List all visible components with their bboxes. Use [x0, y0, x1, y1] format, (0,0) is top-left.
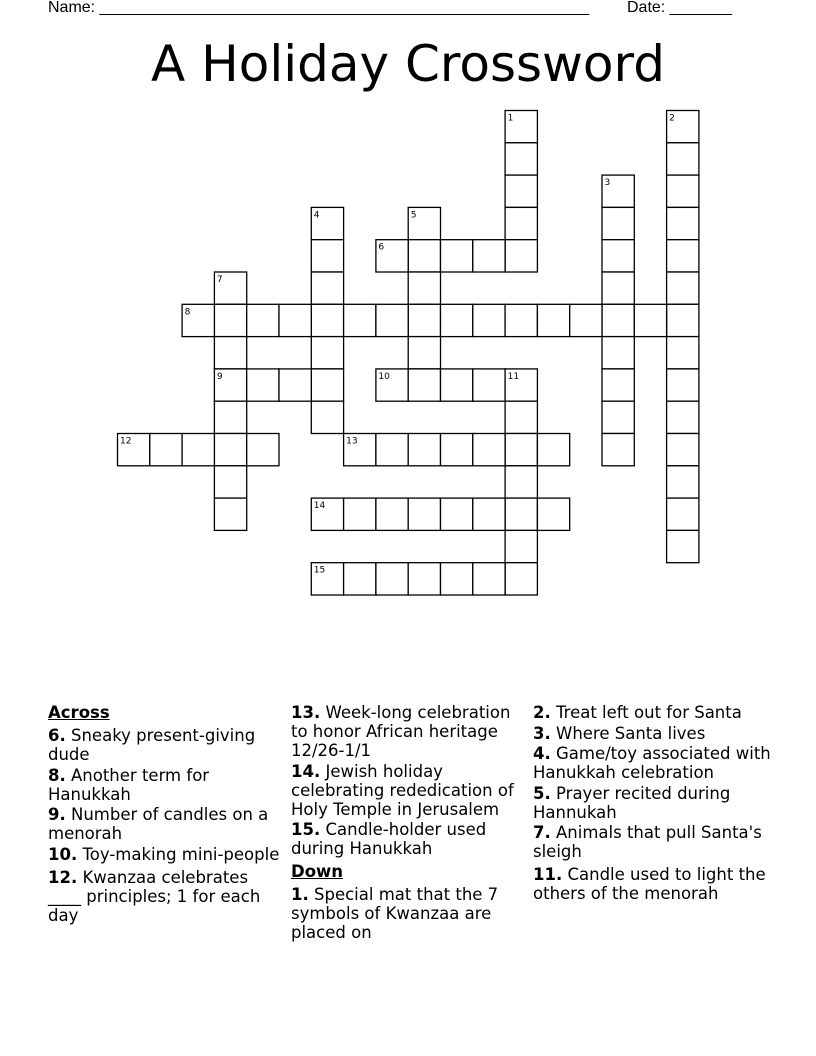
cell-number: 11	[507, 371, 520, 382]
crossword-cell[interactable]	[376, 434, 408, 466]
crossword-cell[interactable]	[311, 240, 343, 272]
crossword-cell[interactable]	[537, 498, 569, 530]
crossword-cell[interactable]	[473, 369, 505, 401]
crossword-cell[interactable]	[667, 498, 699, 530]
cell-number: 7	[216, 275, 223, 285]
crossword-cell[interactable]	[408, 498, 440, 530]
name-line: Name: _______________________________________________________	[48, 0, 589, 16]
cell-number: 4	[313, 210, 320, 221]
cell-number: 3	[604, 178, 611, 189]
clues-column-1	[48, 703, 280, 926]
clue-down-3	[533, 724, 773, 743]
crossword-cell[interactable]	[602, 207, 634, 239]
crossword-cell[interactable]	[214, 304, 246, 336]
crossword-cell[interactable]	[602, 434, 634, 466]
clues-column-2	[291, 703, 527, 944]
clue-number: 7.	[533, 823, 551, 842]
clue-across-9	[48, 805, 280, 843]
crossword-cell[interactable]	[505, 401, 537, 433]
clue-text: Candle used to light the others of the menorah	[533, 865, 766, 903]
cell-number: 15	[313, 565, 326, 576]
clue-text: Kwanzaa celebrates ____ principles; 1 for each day	[48, 867, 261, 925]
crossword-cell[interactable]	[505, 240, 537, 272]
crossword-cell[interactable]	[408, 240, 440, 272]
crossword-cell[interactable]	[473, 563, 505, 595]
crossword-cell[interactable]	[247, 434, 279, 466]
clue-number: 14.	[291, 761, 321, 781]
crossword-cell[interactable]	[473, 240, 505, 272]
crossword-cell[interactable]	[667, 401, 699, 433]
crossword-cell[interactable]	[150, 434, 182, 466]
crossword-cell[interactable]	[667, 272, 699, 304]
crossword-cell[interactable]	[505, 563, 537, 595]
crossword-cell[interactable]	[376, 498, 408, 530]
crossword-cell[interactable]	[214, 434, 246, 466]
crossword-cell[interactable]	[247, 304, 279, 336]
crossword-cell[interactable]	[602, 401, 634, 433]
clue-down-5	[533, 784, 773, 822]
crossword-cell[interactable]	[214, 369, 246, 401]
crossword-cell[interactable]	[279, 304, 311, 336]
clue-text: Toy-making mini-people	[82, 844, 280, 864]
cell-number: 2	[669, 113, 675, 124]
crossword-cell[interactable]	[311, 401, 343, 433]
clue-text: Week-long celebration to honor African heritage 12/26-1/1	[291, 703, 511, 760]
crossword-cell[interactable]	[408, 272, 440, 304]
clue-down-1	[291, 885, 527, 942]
crossword-cell[interactable]	[473, 304, 505, 336]
crossword-cell[interactable]	[570, 304, 602, 336]
crossword-cell[interactable]	[505, 466, 537, 498]
crossword-cell[interactable]	[214, 498, 246, 530]
crossword-cell[interactable]	[311, 369, 343, 401]
clue-number: 5.	[533, 783, 551, 803]
cell-number: 6	[378, 242, 385, 253]
clue-text: Jewish holiday celebrating rededication of Holy Temple in Jerusalem	[291, 761, 514, 819]
crossword-cell[interactable]	[344, 434, 376, 466]
crossword-cell[interactable]	[602, 272, 634, 304]
crossword-cell[interactable]	[505, 111, 537, 143]
clue-across-10	[48, 845, 280, 864]
clue-text: Animals that pull Santa's sleigh	[533, 823, 762, 861]
crossword-cell[interactable]	[214, 272, 246, 304]
crossword-cell[interactable]	[118, 434, 150, 466]
crossword-cell[interactable]	[344, 563, 376, 595]
clue-text: Prayer recited during Hannukah	[533, 783, 731, 822]
clue-across-15	[291, 820, 527, 858]
crossword-cell[interactable]	[376, 304, 408, 336]
crossword-cell[interactable]	[537, 434, 569, 466]
cell-number: 5	[410, 210, 417, 221]
crossword-cell[interactable]	[311, 498, 343, 530]
crossword-cell[interactable]	[667, 434, 699, 466]
clue-number: 13.	[291, 703, 321, 722]
crossword-cell[interactable]	[667, 466, 699, 498]
crossword-cell[interactable]	[505, 530, 537, 562]
clue-number: 1.	[291, 885, 309, 904]
clue-number: 2.	[533, 703, 551, 722]
crossword-cell[interactable]	[667, 111, 699, 143]
crossword-cell[interactable]	[441, 563, 473, 595]
clue-text: Treat left out for Santa	[556, 703, 742, 722]
clue-number: 6.	[48, 726, 66, 745]
crossword-cell[interactable]	[182, 434, 214, 466]
crossword-cell[interactable]	[473, 498, 505, 530]
crossword-cell[interactable]	[441, 434, 473, 466]
cell-number: 10	[378, 371, 390, 382]
crossword-cell[interactable]	[311, 337, 343, 369]
cell-number: 1	[507, 113, 514, 124]
crossword-cell[interactable]	[182, 304, 214, 336]
crossword-cell[interactable]	[279, 369, 311, 401]
crossword-cell[interactable]	[667, 240, 699, 272]
cell-number: 13	[346, 436, 358, 447]
crossword-cell[interactable]	[441, 498, 473, 530]
cell-number: 9	[216, 371, 223, 382]
crossword-cell[interactable]	[441, 240, 473, 272]
clue-number: 10.	[48, 844, 78, 864]
clue-across-6	[48, 726, 280, 764]
clue-across-8	[48, 766, 280, 804]
clue-across-14	[291, 762, 527, 819]
clue-down-7	[533, 823, 773, 861]
clue-text: Where Santa lives	[556, 723, 706, 743]
crossword-cell[interactable]	[408, 563, 440, 595]
clue-across-12	[48, 868, 280, 925]
clue-number: 9.	[48, 805, 66, 824]
crossword-cell[interactable]	[667, 530, 699, 562]
crossword-cell[interactable]	[602, 175, 634, 207]
clue-number: 8.	[48, 765, 66, 785]
crossword-cell[interactable]	[667, 175, 699, 207]
crossword-cell[interactable]	[602, 337, 634, 369]
crossword-cell[interactable]	[344, 304, 376, 336]
crossword-cell[interactable]	[441, 304, 473, 336]
crossword-cell[interactable]	[311, 272, 343, 304]
clue-text: Sneaky present-giving dude	[48, 726, 256, 764]
crossword-cell[interactable]	[311, 207, 343, 239]
crossword-cell[interactable]	[505, 143, 537, 175]
crossword-cell[interactable]	[344, 498, 376, 530]
crossword-cell[interactable]	[376, 563, 408, 595]
date-line: Date: _______	[627, 0, 732, 16]
crossword-cell[interactable]	[505, 498, 537, 530]
cell-number: 14	[313, 501, 326, 512]
clue-number: 11.	[533, 865, 563, 884]
cell-number: 8	[184, 307, 191, 318]
clue-down-4	[533, 744, 773, 782]
clue-number: 3.	[533, 723, 551, 743]
page-title: A Holiday Crossword	[151, 35, 665, 93]
clue-text: Candle-holder used during Hanukkah	[291, 820, 487, 858]
crossword-cell[interactable]	[408, 434, 440, 466]
clue-text: Game/toy associated with Hanukkah celebration	[533, 744, 771, 782]
clue-across-13	[291, 703, 527, 760]
crossword-cell[interactable]	[473, 434, 505, 466]
crossword-cell[interactable]	[537, 304, 569, 336]
crossword-cell[interactable]	[602, 240, 634, 272]
crossword-cell[interactable]	[505, 369, 537, 401]
crossword-cell[interactable]	[667, 207, 699, 239]
crossword-cell[interactable]	[311, 563, 343, 595]
clue-down-11	[533, 865, 773, 903]
clue-down-2	[533, 703, 773, 722]
crossword-cell[interactable]	[376, 240, 408, 272]
crossword-cell[interactable]	[247, 369, 279, 401]
crossword-cell[interactable]	[602, 369, 634, 401]
crossword-cell[interactable]	[602, 304, 634, 336]
crossword-cell[interactable]	[505, 304, 537, 336]
crossword-cell[interactable]	[505, 434, 537, 466]
crossword-cell[interactable]	[505, 175, 537, 207]
crossword-cell[interactable]	[376, 369, 408, 401]
cell-number: 12	[120, 436, 132, 447]
clues-column-3	[533, 703, 773, 905]
crossword-cell[interactable]	[214, 466, 246, 498]
clue-text: Another term for Hanukkah	[48, 765, 210, 804]
crossword-cell[interactable]	[667, 304, 699, 336]
crossword-cell[interactable]	[667, 143, 699, 175]
clue-text: Number of candles on a menorah	[48, 805, 269, 843]
clue-number: 12.	[48, 867, 78, 887]
crossword-cell[interactable]	[408, 304, 440, 336]
crossword-cell[interactable]	[667, 369, 699, 401]
clue-text: Special mat that the 7 symbols of Kwanzaa are placed on	[291, 885, 499, 942]
crossword-cell[interactable]	[214, 401, 246, 433]
down-heading: Down	[291, 862, 344, 881]
crossword-cell[interactable]	[667, 337, 699, 369]
crossword-cell[interactable]	[408, 207, 440, 239]
crossword-cell[interactable]	[214, 337, 246, 369]
crossword-cell[interactable]	[634, 304, 666, 336]
crossword-cell[interactable]	[408, 337, 440, 369]
crossword-cell[interactable]	[311, 304, 343, 336]
clue-number: 4.	[533, 744, 551, 763]
crossword-cell[interactable]	[408, 369, 440, 401]
clue-number: 15.	[291, 820, 321, 839]
crossword-cell[interactable]	[505, 207, 537, 239]
crossword-cell[interactable]	[441, 369, 473, 401]
across-heading: Across	[48, 703, 110, 722]
